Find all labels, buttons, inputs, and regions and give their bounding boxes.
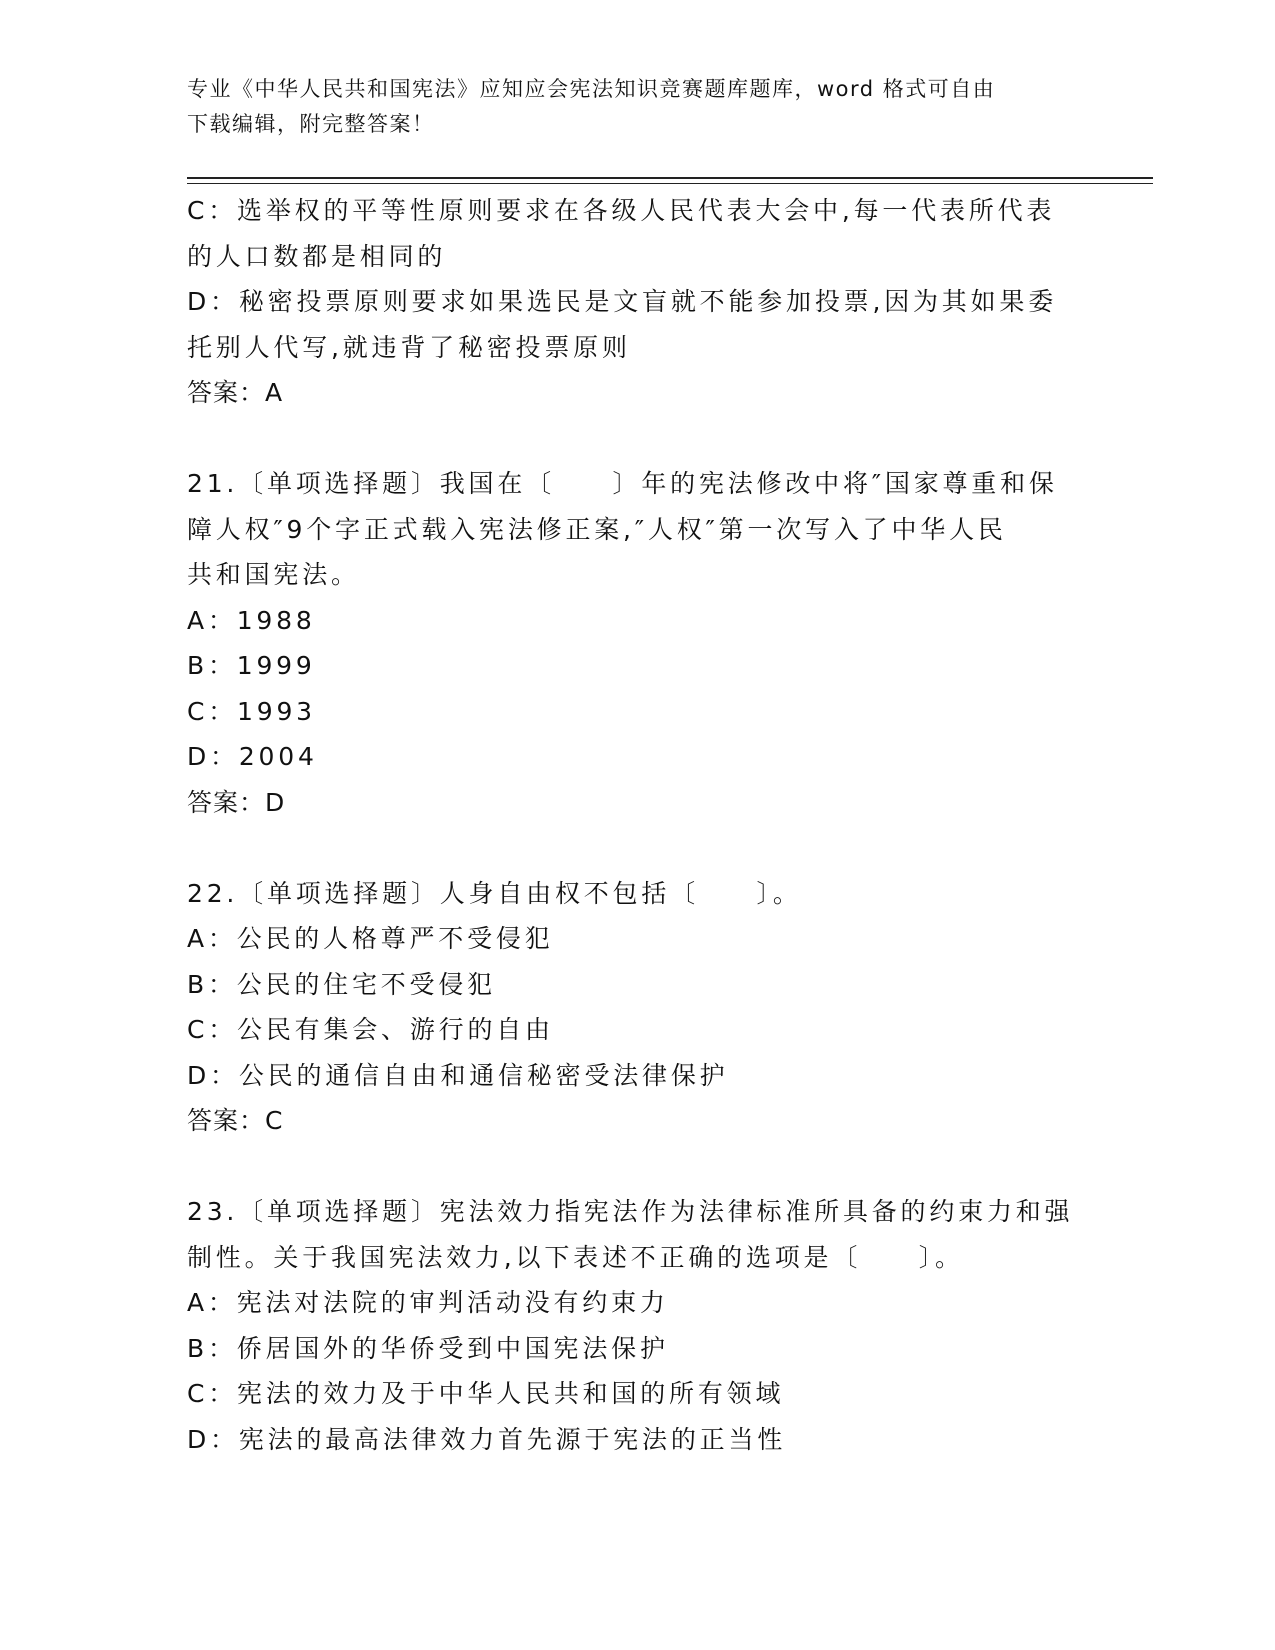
- question-stem-line-2: 制性。关于我国宪法效力,以下表述不正确的选项是〔 〕。: [187, 1242, 964, 1272]
- option-a: A：1988: [187, 605, 316, 635]
- spacer: [187, 416, 1087, 462]
- answer: 答案：C: [187, 1106, 284, 1135]
- option-b: B：1999: [187, 651, 316, 680]
- answer: 答案：D: [187, 787, 286, 817]
- question-20-tail: [187, 188, 1087, 416]
- option-d-line-2: 托别人代写,就违背了秘密投票原则: [187, 332, 631, 362]
- option-a: A：公民的人格尊严不受侵犯: [187, 924, 554, 953]
- option-d: D：公民的通信自由和通信秘密受法律保护: [187, 1060, 729, 1090]
- option-b: B：公民的住宅不受侵犯: [187, 969, 496, 999]
- header-line-1: 专业《中华人民共和国宪法》应知应会宪法知识竞赛题库题库，word 格式可自由: [187, 77, 996, 101]
- option-c-line-1: C：选举权的平等性原则要求在各级人民代表大会中,每一代表所代表: [187, 196, 1056, 225]
- question-stem-line-3: 共和国宪法。: [187, 560, 360, 589]
- question-stem-line-1: 21.〔单项选择题〕我国在〔 〕年的宪法修改中将″国家尊重和保: [187, 469, 1058, 498]
- option-a: A：宪法对法院的审判活动没有约束力: [187, 1288, 669, 1317]
- question-21: [187, 461, 1087, 825]
- option-d-line-1: D：秘密投票原则要求如果选民是文盲就不能参加投票,因为其如果委: [187, 287, 1057, 316]
- option-d: D：2004: [187, 742, 318, 771]
- header-rule-thin: [187, 183, 1153, 184]
- question-22: [187, 871, 1087, 1144]
- header-line-2: 下载编辑，附完整答案！: [187, 112, 435, 136]
- option-c: C：公民有集会、游行的自由: [187, 1015, 554, 1044]
- answer: 答案：A: [187, 378, 284, 407]
- spacer: [187, 825, 1087, 871]
- question-23: [187, 1189, 1087, 1462]
- question-stem-line-1: 22.〔单项选择题〕人身自由权不包括〔 〕。: [187, 878, 802, 908]
- question-content: [187, 188, 1087, 1462]
- question-stem-line-2: 障人权″9个字正式载入宪法修正案,″人权″第一次写入了中华人民: [187, 514, 1007, 544]
- option-d: D：宪法的最高法律效力首先源于宪法的正当性: [187, 1424, 787, 1454]
- option-c-line-2: 的人口数都是相同的: [187, 241, 447, 271]
- header-rule-thick: [187, 177, 1153, 179]
- option-c: C：1993: [187, 696, 316, 726]
- spacer: [187, 1144, 1087, 1190]
- document-header: [187, 72, 1067, 142]
- question-stem-line-1: 23.〔单项选择题〕宪法效力指宪法作为法律标准所具备的约束力和强: [187, 1197, 1074, 1226]
- option-b: B：侨居国外的华侨受到中国宪法保护: [187, 1333, 669, 1363]
- option-c: C：宪法的效力及于中华人民共和国的所有领域: [187, 1379, 785, 1408]
